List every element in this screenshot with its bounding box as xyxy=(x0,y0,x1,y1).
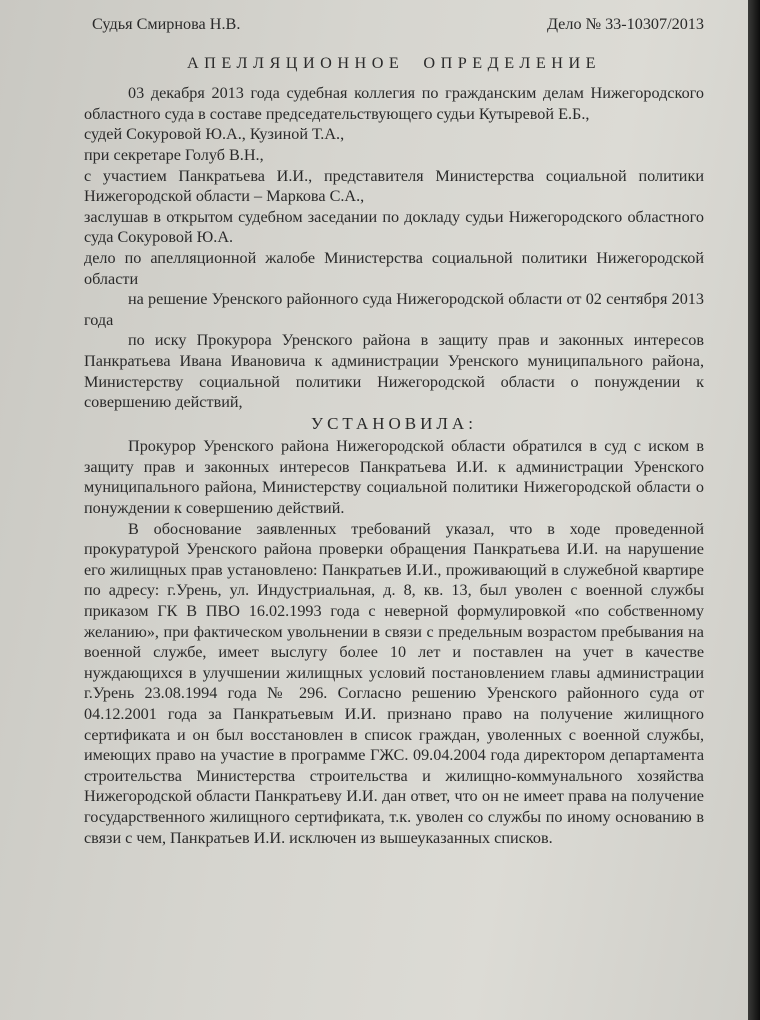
body-paragraph-1: Прокурор Уренского района Нижегородской области обратился в суд с иском в защиту прав и законных интересов Панкратьева И.И. к администрации Уренского муниципального района, Министерству социальной политики Нижегородской области о понуждении к совершению действий. xyxy=(84,437,704,518)
intro-claim: по иску Прокурора Уренского района в защиту прав и законных интересов Панкратьева Ивана Ивановича к администрации Уренского муниципального района, Министерству социальной политики Нижегородской области о понуждении к совершению действий, xyxy=(84,331,704,412)
judge-name: Судья Смирнова Н.В. xyxy=(92,15,241,33)
document-header xyxy=(84,14,704,35)
intro-appeal: дело по апелляционной жалобе Министерства социальной политики Нижегородской области xyxy=(84,248,704,288)
case-number: Дело № 33-10307/2013 xyxy=(546,15,704,33)
intro-report: заслушав в открытом судебном заседании по докладу судьи Нижегородского областного суда Сокуровой Ю.А. xyxy=(84,207,704,247)
page-edge-shadow xyxy=(748,0,760,1020)
intro-paragraph-date: 03 декабря 2013 года судебная коллегия по гражданским делам Нижегородского областного суда в составе председательствующего судьи Кутыревой Е.Б., xyxy=(84,84,704,123)
intro-secretary: при секретаре Голуб В.Н., xyxy=(84,145,264,164)
intro-participants: с участием Панкратьева И.И., представителя Министерства социальной политики Нижегородской области – Маркова С.А., xyxy=(84,166,704,206)
document-text xyxy=(84,14,704,848)
intro-judges: судей Сокуровой Ю.А., Кузиной Т.А., xyxy=(84,125,345,144)
intro-decision: на решение Уренского районного суда Нижегородской области от 02 сентября 2013 года xyxy=(84,290,704,329)
document-title: АПЕЛЛЯЦИОННОЕ ОПРЕДЕЛЕНИЕ xyxy=(186,53,602,72)
body-paragraph-2: В обоснование заявленных требований указал, что в ходе проведенной прокуратурой Уренского района проверки обращения Панкратьева И.И. на нарушение его жилищных прав установлено: Панкратьев И.И., проживающий в служебной квартире по адресу: г.Урень, ул. Индустриальная, д. 8, кв. 13, был уволен с военной службы приказом ГК В ПВО 16.02.1993 года с неверной формулировкой «по собственному желанию», при фактическом увольнении в связи с предельным возрастом пребывания на военной службе, имеет выслугу более 10 лет и поставлен на учет в качестве нуждающихся в улучшении жилищных условий постановлением главы администрации г.Урень 23.08.1994 года № 296. Согласно решению Уренского районного суда от 04.12.2001 года за Панкратьевым И.И. признано право на получение жилищного сертификата и он был восстановлен в список граждан, уволенных с военной службы, имеющих право на участие в программе ГЖС. 09.04.2004 года директором департамента строительства Министерства строительства и жилищно-коммунального хозяйства Нижегородской области Панкратьеву И.И. дан ответ, что он не имеет права на получение государственного жилищного сертификата, т.к. уволен со службы по иному основанию в связи с чем, Панкратьев И.И. исключен из вышеуказанных списков. xyxy=(84,519,704,847)
section-heading: УСТАНОВИЛА: xyxy=(311,413,477,433)
